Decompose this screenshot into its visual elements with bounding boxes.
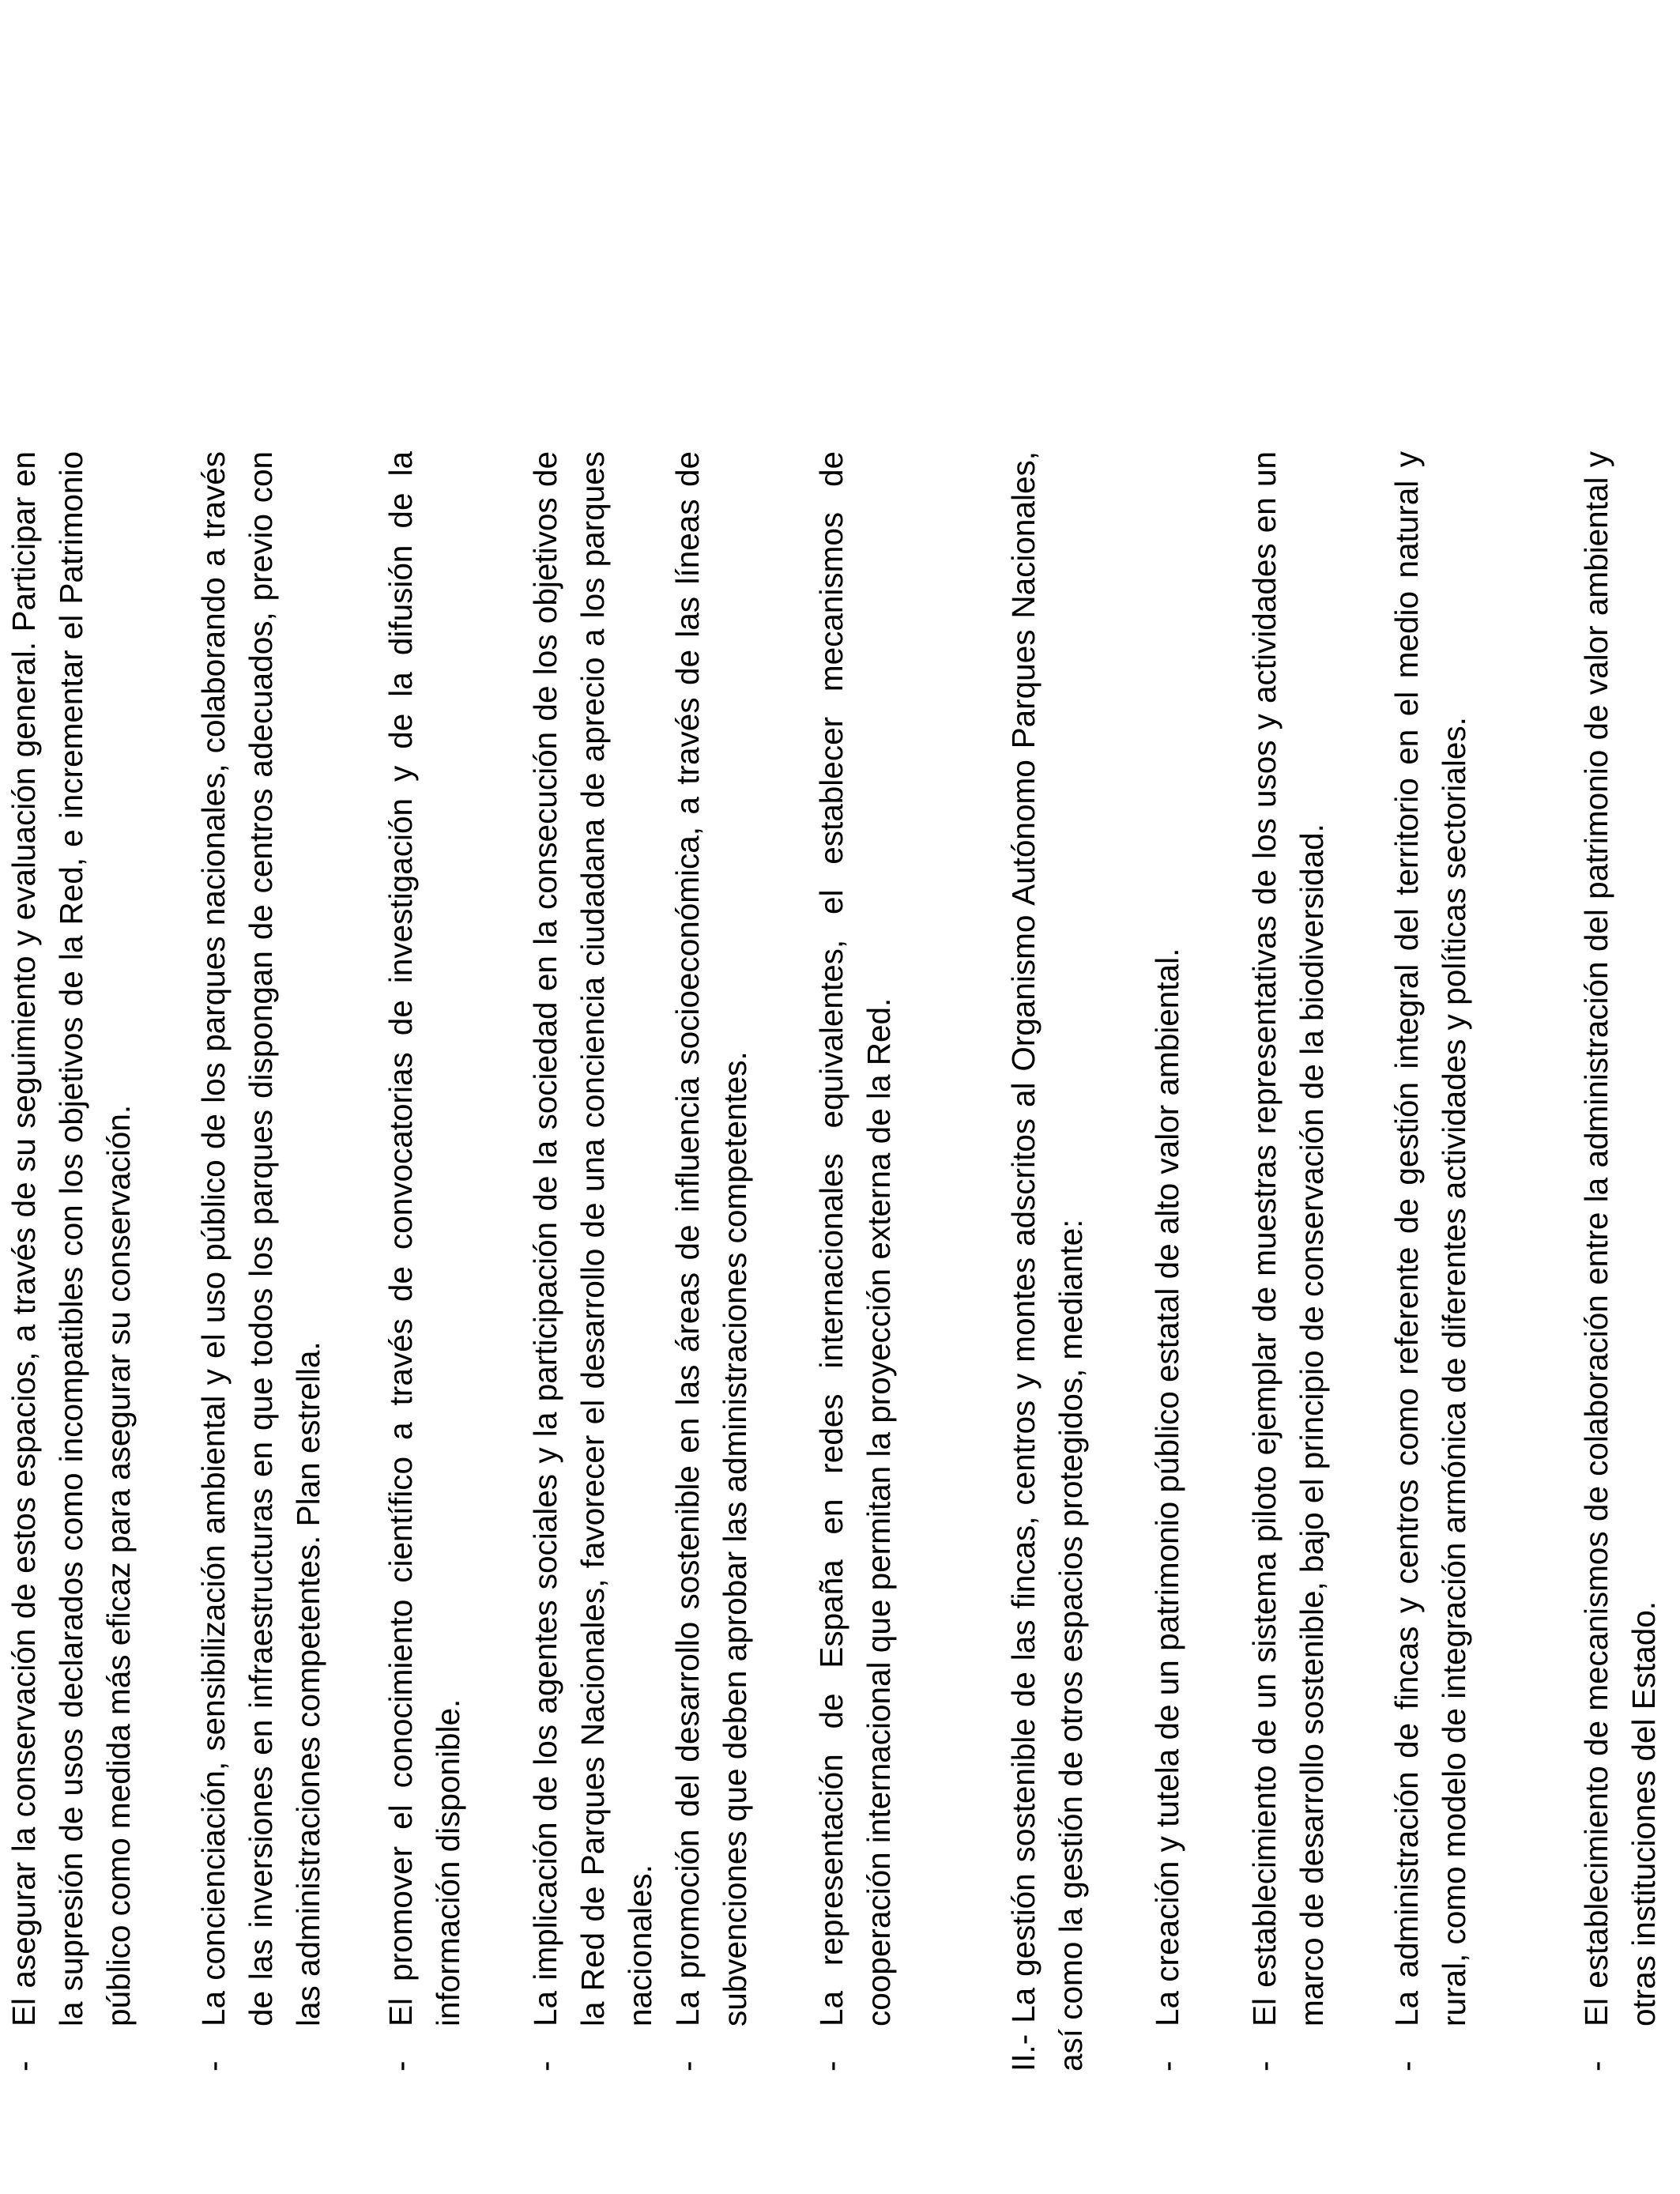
list-item-text: La administración de fincas y centros como referente de gestión integral del territorio en el medio natural y rural, como modelo de integración armónica de diferentes actividades y políticas sectoriales. [1388,451,1472,2026]
list-item [1573,451,1667,2071]
list-item-text: La concienciación, sensibilización ambiental y el uso público de los parques nacionales, colaborando a través de las inversiones en infraestructuras en que todos los parques dispongan de centros adecuados, previo con las administraciones competentes. Plan estrella. [195,451,326,2026]
list-bullet: - [1149,2060,1185,2071]
list-bullet: - [382,2060,419,2071]
list-item [190,451,332,2071]
list-item [1383,451,1478,2071]
list-item [522,451,664,2071]
list-item [377,451,472,2071]
list-item [1143,451,1191,2071]
list-item-text: La implicación de los agentes sociales y la participación de la sociedad en la consecución de los objetivos de la Red de Parques Nacionales, favorecer el desarrollo de una conciencia ciudadana de aprecio a los parques nacionales. [527,451,658,2026]
list-item [1241,451,1335,2071]
list-item [0,451,142,2071]
section-heading: II.- La gestión sostenible de las fincas, centros y montes adscritos al Organismo Autónomo Parques Nacionales, así como la gestión de otros espacios protegidos, mediante: [1005,451,1089,2071]
list-bullet: - [813,2060,849,2071]
list-item-text: La representación de España en redes internacionales equivalentes, el establecer mecanismos de cooperación internacional que permitan la proyección externa de la Red. [813,451,897,2026]
list-item-text: El establecimiento de mecanismos de colaboración entre la administración del patrimonio de valor ambiental y otras instituciones del Estado. [1578,451,1662,2026]
list-bullet: - [1246,2060,1283,2071]
list-item-text: El establecimiento de un sistema piloto ejemplar de muestras representativas de los usos y actividades en un marco de desarrollo sostenible, bajo el principio de conservación de la biodiversidad. [1246,451,1330,2026]
list-bullet: - [6,2060,42,2071]
list-bullet: - [1388,2060,1425,2071]
list-bullet: - [527,2060,563,2071]
list-item-text: El asegurar la conservación de estos espacios, a través de su seguimiento y evaluación general. Participar en la supresión de usos declarados como incompatibles con los objetivos de la Red, e incrementar el Patrimonio público como medida más eficaz para asegurar su conservación. [6,451,137,2026]
list-item [664,451,759,2071]
list-item-text: El promover el conocimiento científico a través de convocatorias de investigación y de la difusión de la información disponible. [382,451,466,2026]
list-item [808,451,902,2071]
list-bullet: - [195,2060,232,2071]
list-bullet: - [669,2060,706,2071]
list-bullet: - [1578,2060,1614,2071]
list-item-text: La creación y tutela de un patrimonio público estatal de alto valor ambiental. [1149,948,1185,2026]
list-item-text: La promoción del desarrollo sostenible en las áreas de influencia socioeconómica, a través de las líneas de subvenciones que deben aprobar las administraciones competentes. [669,451,753,2026]
